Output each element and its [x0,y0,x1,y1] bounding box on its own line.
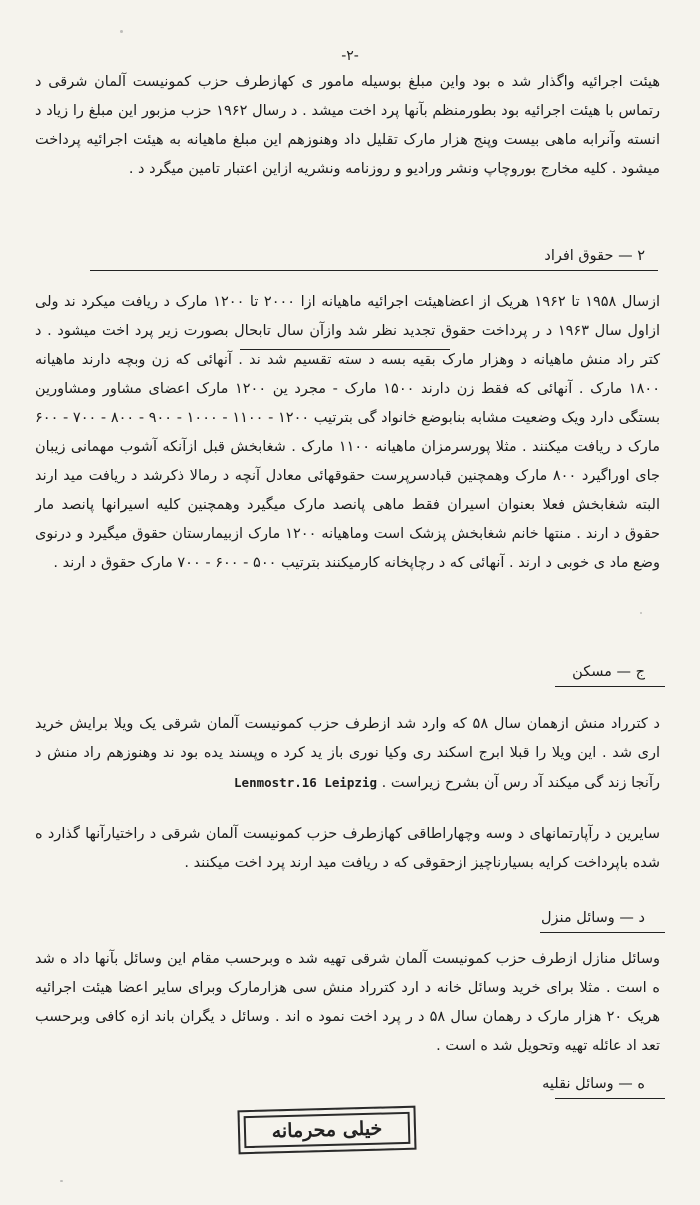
paragraph-salaries: ازسال ۱۹۵۸ تا ۱۹۶۲ هریک از اعضاهیئت اجرائیه ماهیانه ازا ۲۰۰۰ تا ۱۲۰۰ مارک د ریافت میکرد ند ولی ازاول سال ۱۹۶۳ د ر پرداخت حقوق تجدید نظر شد وازآن سال تابحال بصورت زیر پرد اخت میشود . د کتر راد منش ماهیانه د وهزار مارک بقیه بسه د سته تقسیم شد ند . آنهائی که زن وبچه دارند ماهیانه ۱۸۰۰ مارک . آنهائی که فقط زن دارند ۱۵۰۰ مارک - مجرد ین ۱۲۰۰ مارک اعضای مشاور ومشاورین بستگی دارد ویک وضعیت مشابه بنابوضع خانواد گی بترتیب ۱۲۰۰ - ۱۱۰۰ - ۱۰۰۰ - ۹۰۰ - ۸۰۰ - ۷۰۰ - ۶۰۰ مارک د ریافت میکنند . مثلا پورسرمزان ماهیانه ۱۱۰۰ مارک . شغابخش قبل ازآنکه آشوب مهمانی زیبان جای اوراگیرد ۸۰۰ مارک وهمچنین قبادسرپرست حقوقهائی معادل آنچه د رمالا ذکرشد د ریافت مید ارند البته شغابخش فعلا بعنوان اسیران فقط ماهی پانصد مارک میگیرد وهمچنین کلیه اسیرانها پانصد مار حقوق د ارند . منتها خانم شغابخش پزشک است وماهیانه ۱۲۰۰ مارک ازبیمارستان حقوق میگیرد و درنوی وضع ماد ی خوبی د ارند . آنهائی که د رچاپخانه کارمیکنند بترتیب ۵۰۰ - ۶۰۰ - ۷۰۰ مارک حقوق د ارند . [35,294,661,571]
scan-speck [60,1180,63,1182]
paragraph-furniture: وسائل منازل ازطرف حزب کمونیست آلمان شرقی تهیه شد ه وبرحسب مقام این وسائل بآنها داد ه شد ه است . مثلا برای خرید وسائل خانه د ارد کترراد منش سی هزارمارک وبرای سایر اعضا هیئت اجرائیه هریک ۲۰ هزار مارک د رهمان سال ۵۸ د ر پرد اخت نمود ه اند . وسائل د یگران باند ازه کافی وبرحسب تعد اد عائله تهیه وتحویل شد ه است . [35,951,660,1054]
scan-speck [640,612,642,614]
villa-address: Lenmostr.16 Leipzig [234,775,378,790]
heading-furniture: د — وسائل منزل [540,910,645,926]
heading-underline [555,686,665,687]
classification-stamp: خیلی محرمانه [237,1106,416,1155]
page-number: -۲- [341,48,359,64]
section-divider [90,270,658,271]
text-underline [240,349,450,350]
scan-speck [120,30,123,33]
heading-underline [540,932,665,933]
paragraph-villa [35,710,660,798]
heading-housing: ج — مسکن [572,664,645,680]
paragraph-apartments: سایرین د رآپارتمانهای د وسه وچهاراطاقی کهازطرف حزب کمونیست آلمان شرقی د راختیارآنها گذارد ه شده باپرداخت کرایه بسیارناچیز ازحقوقی که د ریافت مید ارند پرد اخت میکنند . [35,826,660,871]
heading-underline [555,1098,665,1099]
heading-vehicles: ه — وسائل نقلیه [542,1076,645,1092]
heading-salaries: ۲ — حقوق افراد [544,248,645,264]
paragraph-funding: هیئت اجرائیه واگذار شد ه بود واین مبلغ بوسیله مامور ی کهازطرف حزب کمونیست آلمان شرقی د رتماس با هیئت اجرائیه بود بطورمنظم بآنها پرد اخت میشد . د رسال ۱۹۶۲ حزب مزبور این مبلغ را زیاد د انسته وآنرابه ماهی بیست وپنج هزار مارک تقلیل داد وهنوزهم این مبلغ ماهیانه به هیئت اجرائیه پرداخت میشود . کلیه مخارج بوروچاپ ونشر ورادیو و روزنامه ونشریه ازاین اعتبار تامین میگرد د . [35,74,660,177]
villa-text: د کترراد منش ازهمان سال ۵۸ که وارد شد ازطرف حزب کمونیست آلمان شرقی یک ویلا برایش خرید اری شد . این ویلا را قبلا ابرج اسکند ری وکیا نوری باز ید کرد ه وپسند یده بود ند وهنوزهم راد منش د رآنجا زند گی میکند آد رس آن بشرح زیراست . [35,716,660,791]
